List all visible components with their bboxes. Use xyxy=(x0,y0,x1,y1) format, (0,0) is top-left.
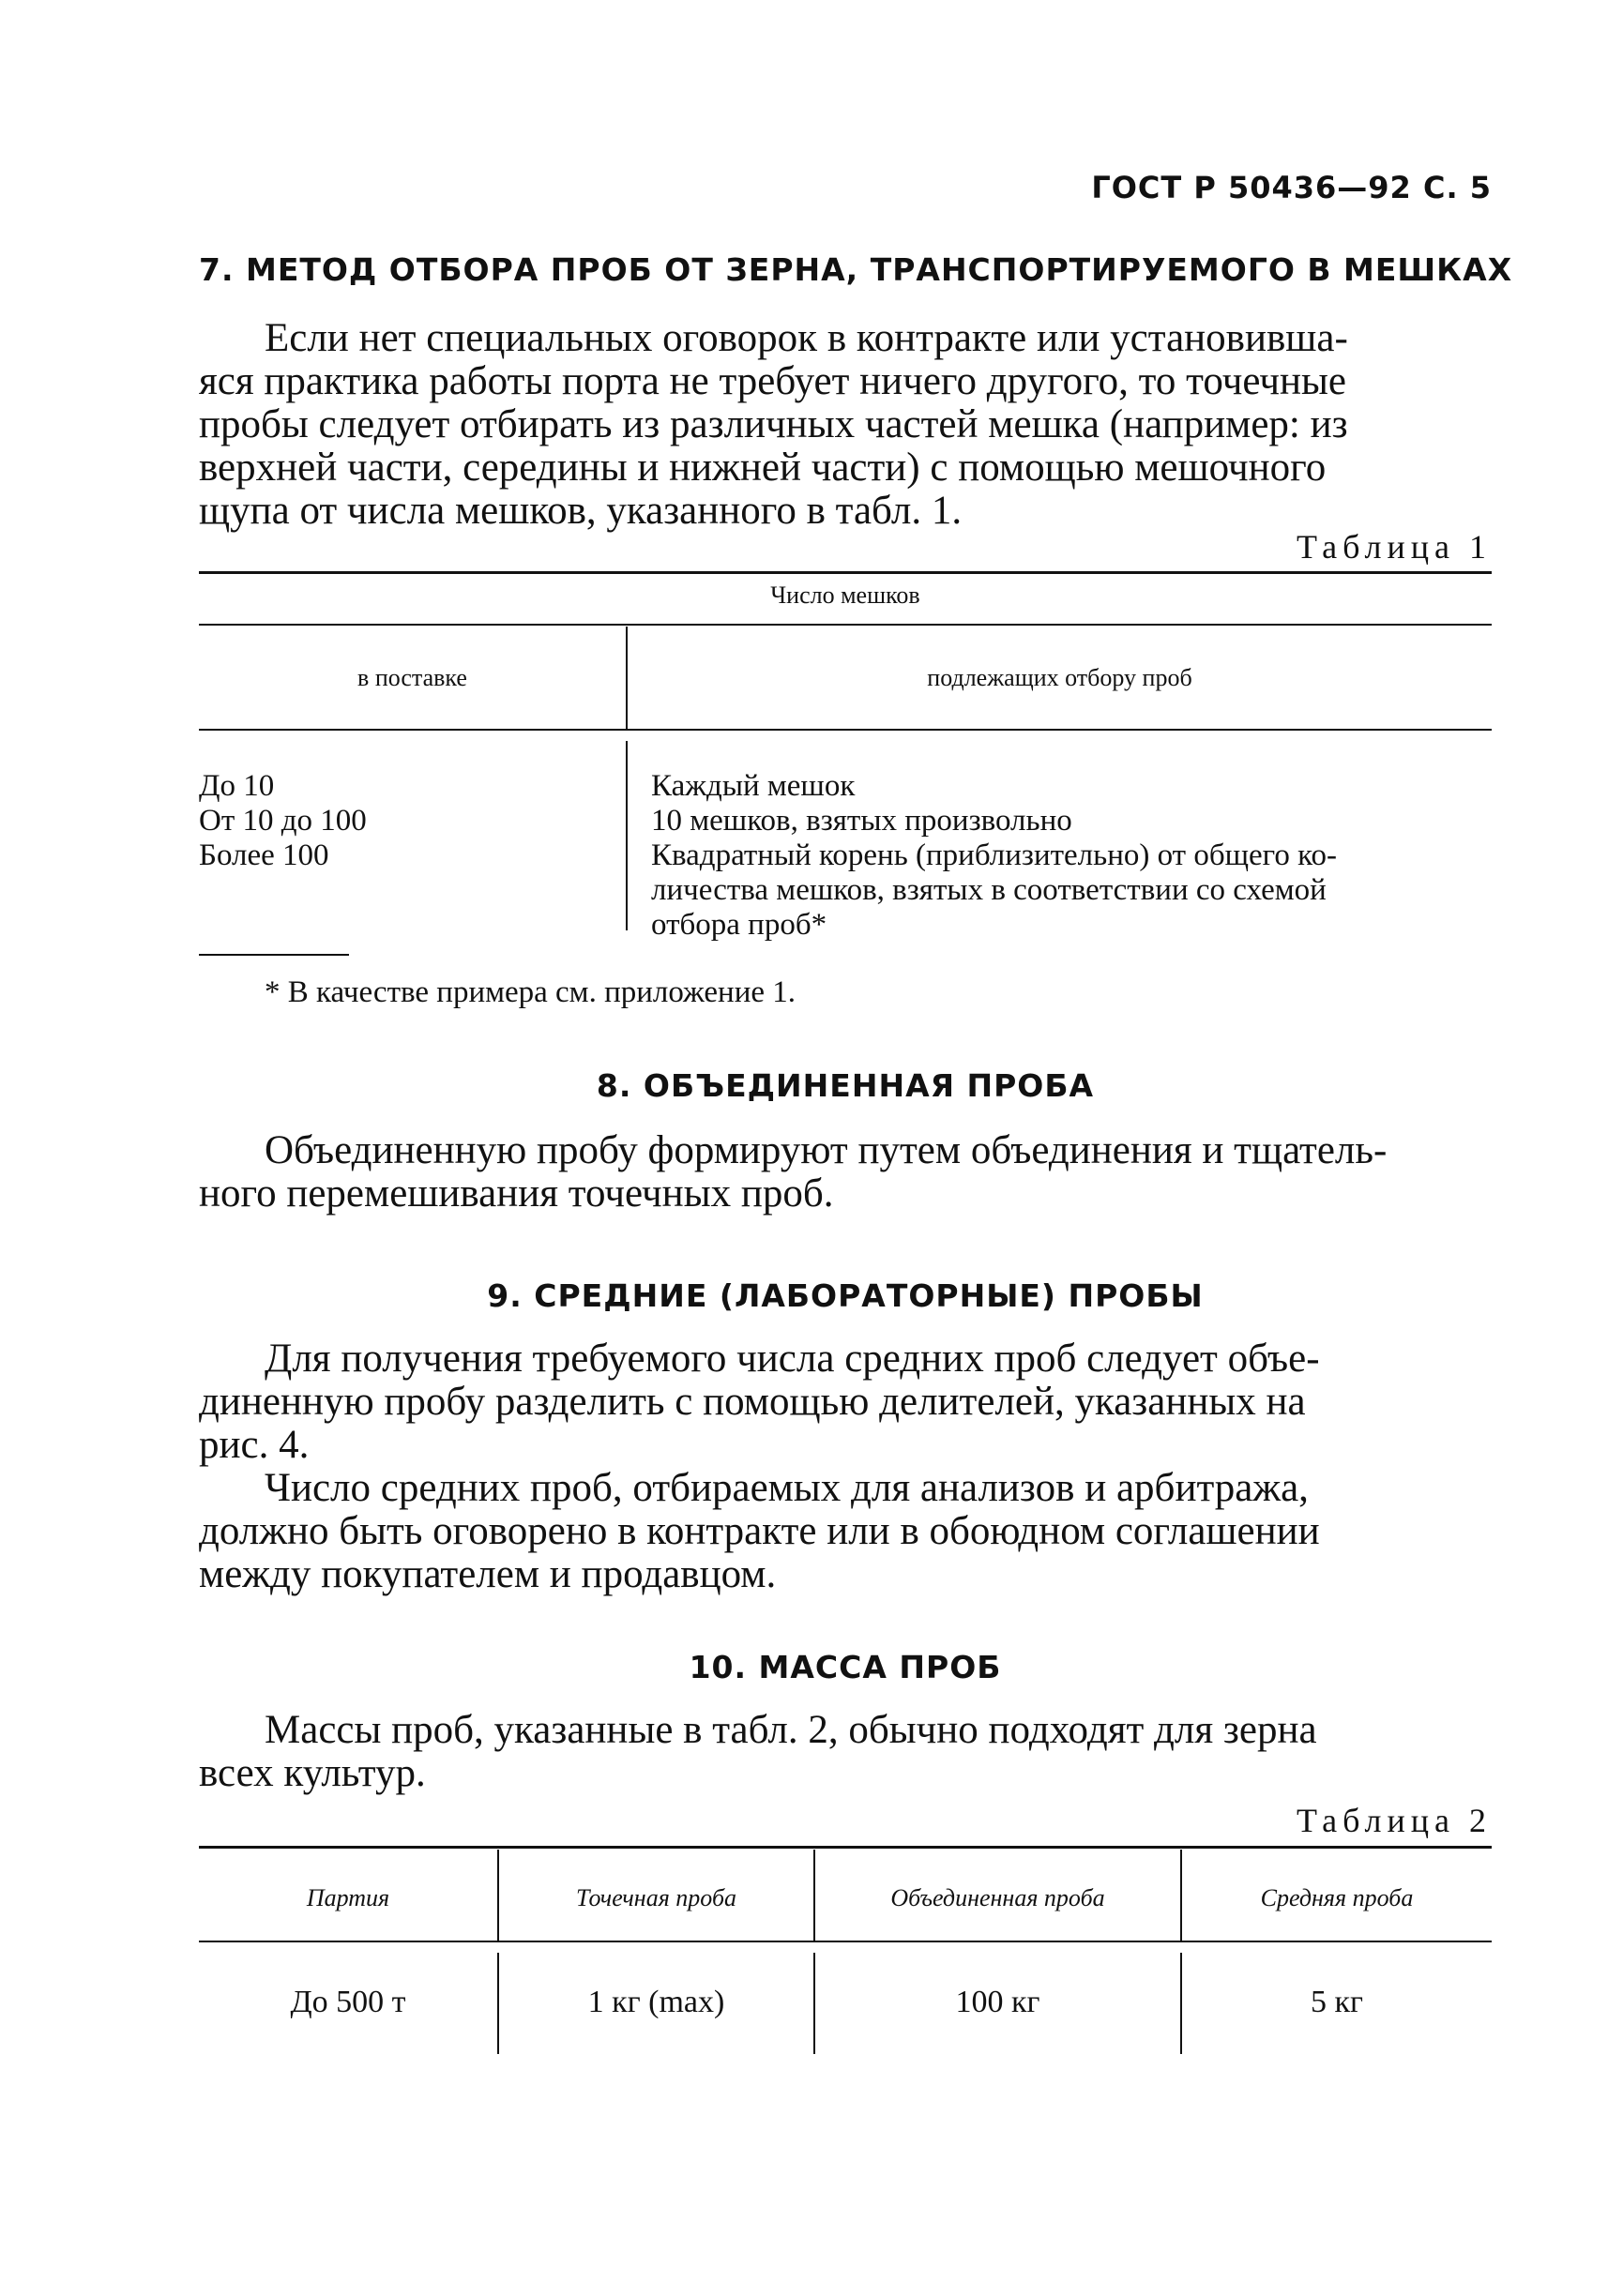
table-cell-line: 10 мешков, взятых произвольно xyxy=(651,804,1072,838)
table-2-header-batch: Партия xyxy=(306,1884,390,1911)
table-1-col1-cell xyxy=(199,769,367,873)
paragraph-line: ного перемешивания точечных проб. xyxy=(199,1171,834,1216)
table-cell-line: До 10 xyxy=(199,769,275,803)
table-2-header-average-sample: Средняя проба xyxy=(1260,1884,1414,1911)
table-rule xyxy=(199,1941,1492,1942)
table-rule xyxy=(199,571,1492,574)
table-rule xyxy=(199,624,1492,626)
section-9-paragraph-2 xyxy=(199,1467,1492,1596)
section-8-heading: 8. ОБЪЕДИНЕННАЯ ПРОБА xyxy=(596,1067,1095,1104)
table-2-caption: Таблица 2 xyxy=(1297,1802,1492,1839)
paragraph-line: между покупателем и продавцом. xyxy=(199,1552,777,1596)
table-2-cell-point-sample: 1 кг (max) xyxy=(587,1985,725,2019)
section-10-heading: 10. МАССА ПРОБ xyxy=(689,1649,1002,1685)
table-cell-line: Каждый мешок xyxy=(651,769,856,803)
table-cell-line: Более 100 xyxy=(199,838,329,872)
paragraph-line: рис. 4. xyxy=(199,1423,310,1467)
paragraph-line: яся практика работы порта не требует ничего другого, то точечные xyxy=(199,359,1347,403)
table-1-col1-header: в поставке xyxy=(357,664,467,691)
table-1-col2-cell xyxy=(651,769,1492,943)
table-cell-line: личества мешков, взятых в соответствии со схемой xyxy=(651,873,1327,907)
section-9-heading: 9. СРЕДНИЕ (ЛАБОРАТОРНЫЕ) ПРОБЫ xyxy=(487,1277,1204,1314)
paragraph-line: щупа от числа мешков, указанного в табл. 1. xyxy=(199,489,963,533)
paragraph-line: Если нет специальных оговорок в контракте или установивша- xyxy=(265,316,1348,360)
table-2-header-combined-sample: Объединенная проба xyxy=(890,1884,1105,1911)
table-1-caption: Таблица 1 xyxy=(1297,528,1492,566)
document-page xyxy=(199,0,1513,2296)
table-cell-line: Квадратный корень (приблизительно) от общего ко- xyxy=(651,838,1337,872)
table-2-cell-batch: До 500 т xyxy=(290,1985,406,2019)
paragraph-line: Число средних проб, отбираемых для анализов и арбитража, xyxy=(265,1466,1309,1510)
paragraph-line: Для получения требуемого числа средних проб следует объе- xyxy=(265,1337,1320,1381)
page-header: ГОСТ Р 50436—92 С. 5 xyxy=(1091,170,1492,205)
table-2-header-point-sample: Точечная проба xyxy=(575,1884,737,1911)
paragraph-line: всех культур. xyxy=(199,1751,426,1795)
table-1-group-header: Число мешков xyxy=(770,582,920,609)
section-9-paragraph-1 xyxy=(199,1337,1492,1467)
table-1-col2-header: подлежащих отбору проб xyxy=(927,664,1192,691)
paragraph-line: должно быть оговорено в контракте или в обоюдном соглашении xyxy=(199,1509,1320,1553)
section-8-paragraph xyxy=(199,1129,1492,1216)
table-column-divider xyxy=(626,741,628,930)
table-rule xyxy=(199,1846,1492,1849)
footnote-rule xyxy=(199,954,349,956)
table-2-cell-combined-sample: 100 кг xyxy=(955,1985,1040,2019)
paragraph-line: Объединенную пробу формируют путем объединения и тщатель- xyxy=(265,1128,1388,1172)
paragraph-line: пробы следует отбирать из различных частей мешка (например: из xyxy=(199,402,1348,446)
section-10-paragraph xyxy=(199,1709,1492,1795)
paragraph-line: верхней части, середины и нижней части) с помощью мешочного xyxy=(199,446,1327,490)
table-2-cell-average-sample: 5 кг xyxy=(1311,1985,1363,2019)
section-7-heading: 7. МЕТОД ОТБОРА ПРОБ ОТ ЗЕРНА, ТРАНСПОРТИРУЕМОГО В МЕШКАХ xyxy=(199,251,1513,288)
table-1-footnote: * В качестве примера см. приложение 1. xyxy=(265,975,796,1009)
paragraph-line: Массы проб, указанные в табл. 2, обычно подходят для зерна xyxy=(265,1708,1317,1752)
table-cell-line: От 10 до 100 xyxy=(199,804,367,838)
table-cell-line: отбора проб* xyxy=(651,908,827,942)
table-rule xyxy=(199,729,1492,731)
paragraph-line: диненную пробу разделить с помощью делителей, указанных на xyxy=(199,1380,1306,1424)
section-7-paragraph xyxy=(199,317,1492,533)
